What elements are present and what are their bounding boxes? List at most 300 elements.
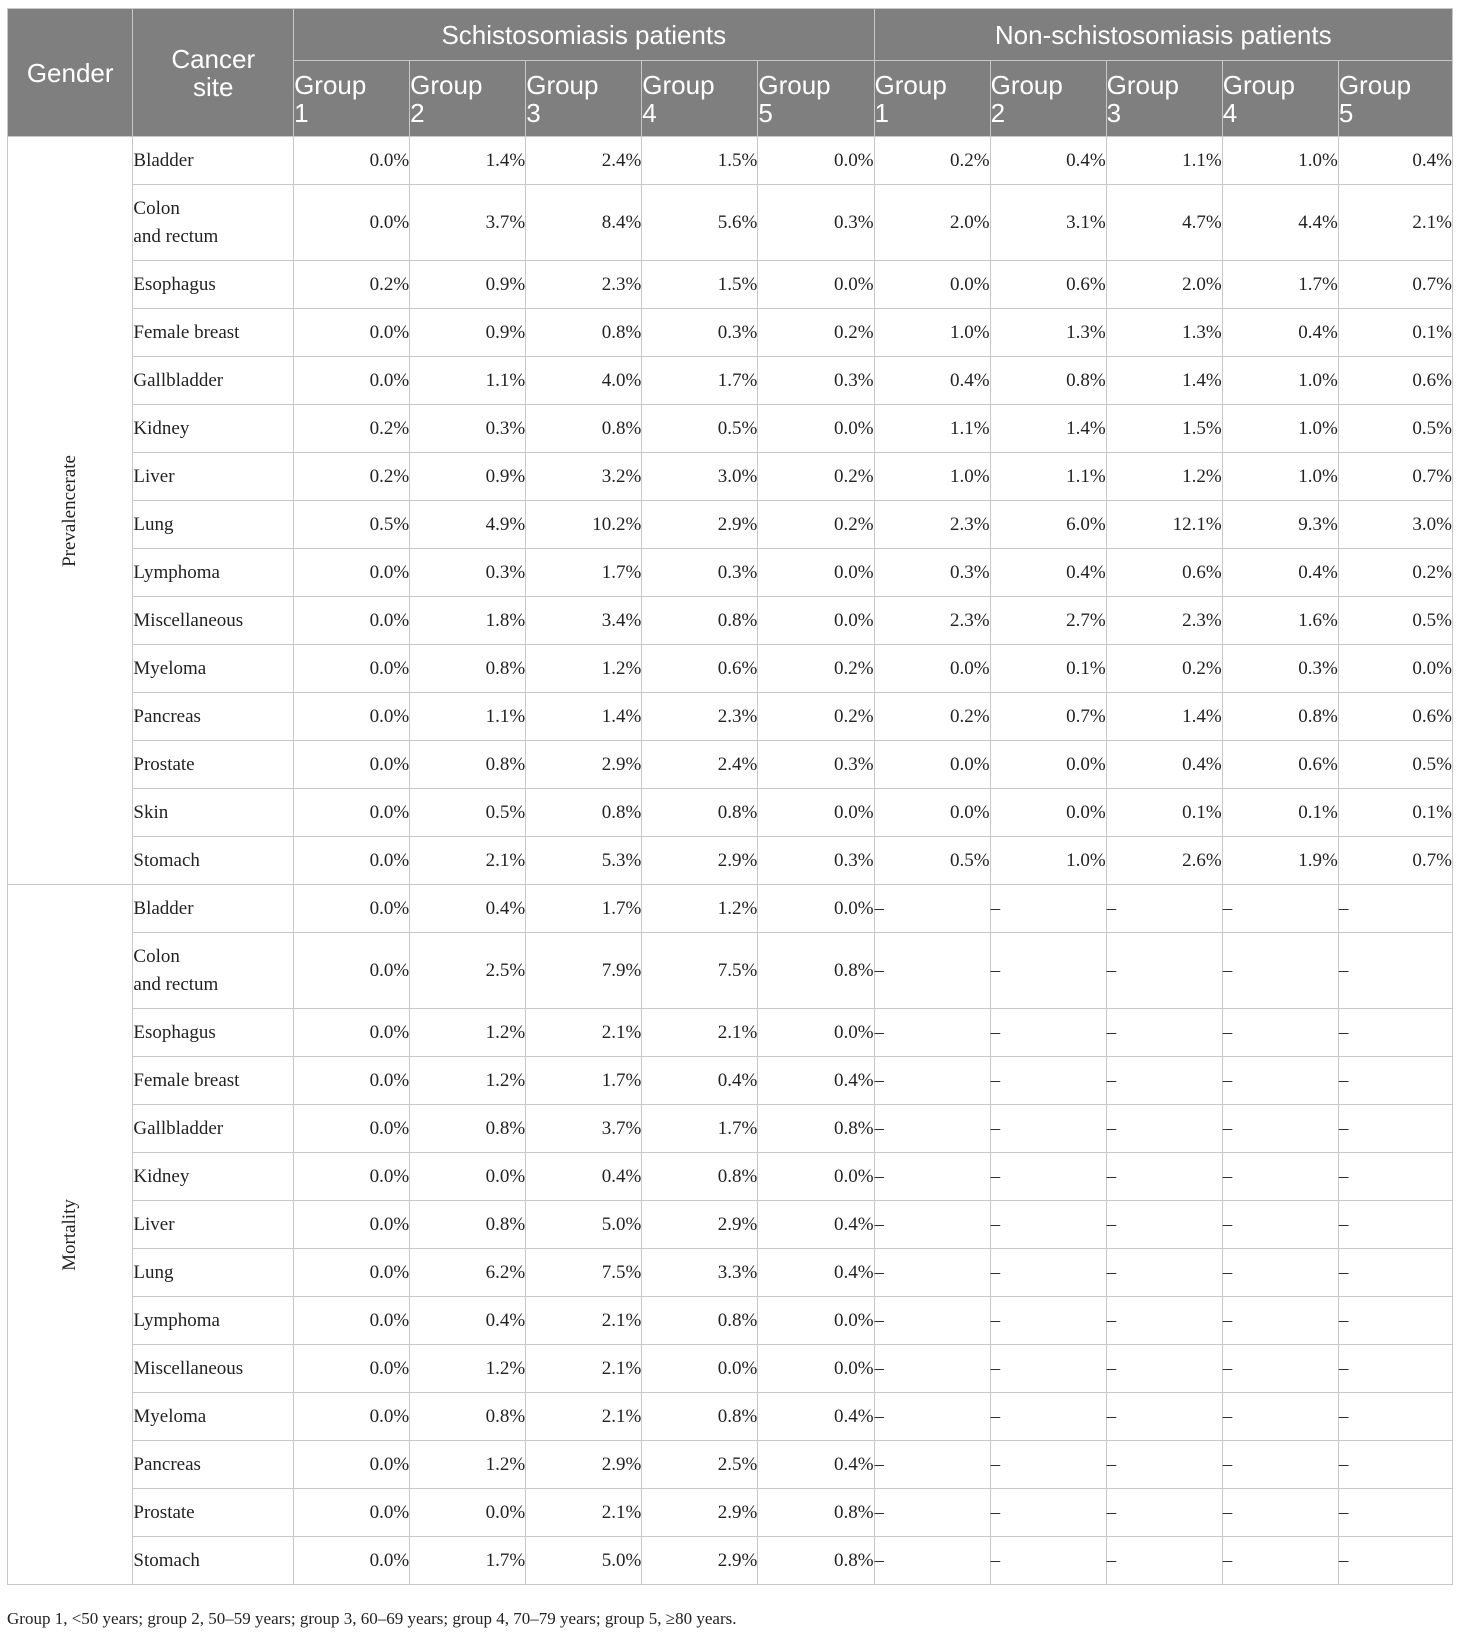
- non-schisto-value-cell: 0.7%: [1338, 837, 1452, 885]
- non-schisto-value-cell: –: [874, 1441, 990, 1489]
- schisto-value-cell: 6.2%: [410, 1249, 526, 1297]
- non-schisto-value-cell: 0.2%: [1106, 645, 1222, 693]
- schisto-value-cell: 0.0%: [294, 1201, 410, 1249]
- schisto-value-cell: 2.1%: [526, 1393, 642, 1441]
- non-schisto-value-cell: –: [1222, 1441, 1338, 1489]
- cancer-site-line: Colon: [133, 945, 180, 967]
- schisto-value-cell: 0.0%: [294, 1393, 410, 1441]
- non-schisto-value-cell: –: [1106, 1345, 1222, 1393]
- non-schisto-value-cell: 2.1%: [1338, 185, 1452, 261]
- non-schisto-value-cell: 0.0%: [1338, 645, 1452, 693]
- schisto-value-cell: 0.8%: [758, 933, 874, 1009]
- non-schisto-value-cell: –: [874, 1393, 990, 1441]
- cancer-site-cell: Miscellaneous: [133, 1345, 294, 1393]
- cancer-rate-table: [7, 8, 1453, 1585]
- non-schisto-value-cell: 0.4%: [1338, 137, 1452, 185]
- schisto-value-cell: 0.5%: [410, 789, 526, 837]
- non-schisto-value-cell: –: [1222, 1201, 1338, 1249]
- schisto-value-cell: 1.2%: [410, 1009, 526, 1057]
- schisto-value-cell: 0.3%: [758, 741, 874, 789]
- non-schisto-value-cell: 1.3%: [1106, 309, 1222, 357]
- schisto-value-cell: 0.3%: [642, 549, 758, 597]
- schisto-value-cell: 1.5%: [642, 137, 758, 185]
- schisto-value-cell: 0.3%: [758, 837, 874, 885]
- cancer-site-line: and rectum: [133, 225, 219, 247]
- schisto-value-cell: 0.0%: [758, 1009, 874, 1057]
- schisto-value-cell: 3.3%: [642, 1249, 758, 1297]
- non-schisto-value-cell: –: [1106, 1153, 1222, 1201]
- schisto-value-cell: 0.0%: [294, 1105, 410, 1153]
- table-row: [8, 453, 1453, 501]
- table-row: [8, 1393, 1453, 1441]
- table-row: [8, 789, 1453, 837]
- table-row: [8, 1009, 1453, 1057]
- schisto-value-cell: 0.8%: [410, 1201, 526, 1249]
- non-schisto-value-cell: –: [990, 885, 1106, 933]
- schisto-value-cell: 3.2%: [526, 453, 642, 501]
- schisto-value-cell: 8.4%: [526, 185, 642, 261]
- non-schisto-value-cell: –: [1222, 1105, 1338, 1153]
- non-schisto-value-cell: –: [1338, 1297, 1452, 1345]
- non-schisto-value-cell: 0.2%: [874, 693, 990, 741]
- group-label: Group 5: [758, 69, 831, 128]
- schisto-value-cell: 0.4%: [758, 1057, 874, 1105]
- schisto-value-cell: 2.1%: [526, 1345, 642, 1393]
- schisto-value-cell: 4.0%: [526, 357, 642, 405]
- schisto-value-cell: 0.0%: [294, 1009, 410, 1057]
- non-schisto-value-cell: 1.1%: [990, 453, 1106, 501]
- non-schisto-value-cell: 0.7%: [990, 693, 1106, 741]
- non-schisto-value-cell: –: [990, 1249, 1106, 1297]
- schisto-value-cell: 0.0%: [294, 1297, 410, 1345]
- schisto-group-1-header: [294, 61, 410, 137]
- non-schisto-value-cell: 0.0%: [874, 741, 990, 789]
- schisto-value-cell: 0.4%: [642, 1057, 758, 1105]
- schisto-value-cell: 0.8%: [758, 1489, 874, 1537]
- schisto-value-cell: 0.2%: [758, 453, 874, 501]
- table-row: [8, 597, 1453, 645]
- schisto-value-cell: 0.8%: [410, 645, 526, 693]
- schisto-value-cell: 2.1%: [526, 1489, 642, 1537]
- schisto-value-cell: 2.9%: [642, 837, 758, 885]
- table-row: [8, 501, 1453, 549]
- non-schisto-value-cell: 1.0%: [1222, 357, 1338, 405]
- cancer-site-cell: Gallbladder: [133, 357, 294, 405]
- non-schisto-value-cell: 0.0%: [874, 645, 990, 693]
- schisto-value-cell: 7.5%: [526, 1249, 642, 1297]
- non-schisto-value-cell: 0.0%: [990, 789, 1106, 837]
- group-label: Group 3: [526, 69, 599, 128]
- non-schisto-value-cell: –: [1338, 1009, 1452, 1057]
- schisto-value-cell: 0.3%: [758, 357, 874, 405]
- non-schisto-value-cell: –: [1222, 1249, 1338, 1297]
- schisto-value-cell: 0.8%: [642, 597, 758, 645]
- non-schisto-value-cell: 0.3%: [874, 549, 990, 597]
- schisto-value-cell: 0.0%: [294, 549, 410, 597]
- non-schisto-value-cell: –: [1338, 885, 1452, 933]
- group-label: Group 4: [642, 69, 715, 128]
- non-schisto-value-cell: –: [1338, 1393, 1452, 1441]
- non-schisto-value-cell: 0.1%: [1222, 789, 1338, 837]
- schisto-value-cell: 0.0%: [294, 789, 410, 837]
- schisto-value-cell: 0.4%: [758, 1201, 874, 1249]
- schisto-value-cell: 0.2%: [758, 309, 874, 357]
- non-schisto-value-cell: –: [1222, 1537, 1338, 1585]
- cancer-site-cell: Kidney: [133, 1153, 294, 1201]
- cancer-site-cell: Miscellaneous: [133, 597, 294, 645]
- schisto-value-cell: 1.2%: [410, 1057, 526, 1105]
- schisto-value-cell: 0.0%: [294, 309, 410, 357]
- schisto-value-cell: 7.9%: [526, 933, 642, 1009]
- schisto-value-cell: 1.7%: [410, 1537, 526, 1585]
- non-schisto-value-cell: 0.8%: [990, 357, 1106, 405]
- non-schisto-value-cell: 1.0%: [1222, 453, 1338, 501]
- non-schisto-value-cell: 12.1%: [1106, 501, 1222, 549]
- non-schisto-value-cell: 1.0%: [990, 837, 1106, 885]
- schisto-value-cell: 0.0%: [294, 1249, 410, 1297]
- non-schisto-value-cell: –: [1338, 1057, 1452, 1105]
- non-schisto-value-cell: 0.4%: [1222, 549, 1338, 597]
- schisto-value-cell: 4.9%: [410, 501, 526, 549]
- non-schisto-value-cell: –: [990, 1297, 1106, 1345]
- non-schisto-value-cell: –: [1106, 933, 1222, 1009]
- non-schisto-value-cell: –: [990, 1201, 1106, 1249]
- non-schisto-value-cell: –: [990, 1537, 1106, 1585]
- non-schisto-value-cell: –: [874, 1105, 990, 1153]
- table-row: [8, 885, 1453, 933]
- non-schisto-value-cell: 1.0%: [874, 453, 990, 501]
- non-schisto-value-cell: –: [874, 885, 990, 933]
- non-schisto-value-cell: 0.6%: [990, 261, 1106, 309]
- schisto-value-cell: 0.2%: [294, 261, 410, 309]
- non-schisto-value-cell: 0.8%: [1222, 693, 1338, 741]
- schisto-value-cell: 5.6%: [642, 185, 758, 261]
- cancer-site-cell: [133, 933, 294, 1009]
- schisto-value-cell: 0.8%: [758, 1105, 874, 1153]
- cancer-site-cell: Myeloma: [133, 645, 294, 693]
- non-schisto-value-cell: –: [1338, 1249, 1452, 1297]
- schisto-value-cell: 0.8%: [526, 789, 642, 837]
- non-schisto-value-cell: –: [1222, 1057, 1338, 1105]
- schisto-value-cell: 10.2%: [526, 501, 642, 549]
- schisto-value-cell: 0.3%: [410, 549, 526, 597]
- schisto-value-cell: 1.2%: [410, 1345, 526, 1393]
- schisto-value-cell: 2.1%: [410, 837, 526, 885]
- group-label: Group 5: [1338, 69, 1412, 128]
- non-schisto-value-cell: 1.6%: [1222, 597, 1338, 645]
- schisto-value-cell: 0.0%: [294, 1057, 410, 1105]
- schisto-value-cell: 2.1%: [526, 1009, 642, 1057]
- non-schisto-value-cell: –: [874, 1153, 990, 1201]
- non-schisto-value-cell: 1.0%: [874, 309, 990, 357]
- schisto-value-cell: 0.0%: [758, 261, 874, 309]
- schisto-value-cell: 0.3%: [642, 309, 758, 357]
- non-schisto-value-cell: –: [874, 1249, 990, 1297]
- schisto-value-cell: 0.6%: [642, 645, 758, 693]
- non-schisto-value-cell: –: [874, 1297, 990, 1345]
- non-schisto-value-cell: 1.9%: [1222, 837, 1338, 885]
- table-row: [8, 1441, 1453, 1489]
- schisto-value-cell: 0.4%: [526, 1153, 642, 1201]
- schisto-value-cell: 2.1%: [526, 1297, 642, 1345]
- non-schisto-value-cell: –: [1338, 1201, 1452, 1249]
- cancer-site-header: [133, 9, 294, 137]
- schisto-value-cell: 1.2%: [410, 1441, 526, 1489]
- cancer-site-cell: Stomach: [133, 837, 294, 885]
- non-schisto-value-cell: 1.4%: [1106, 693, 1222, 741]
- non-schisto-value-cell: –: [990, 1489, 1106, 1537]
- non-schisto-value-cell: –: [1222, 1393, 1338, 1441]
- cancer-site-cell: Gallbladder: [133, 1105, 294, 1153]
- non-schisto-value-cell: –: [1338, 1345, 1452, 1393]
- schisto-value-cell: 1.4%: [410, 137, 526, 185]
- schisto-value-cell: 5.0%: [526, 1201, 642, 1249]
- schisto-value-cell: 2.5%: [642, 1441, 758, 1489]
- non-schisto-value-cell: –: [1106, 1297, 1222, 1345]
- non-schisto-value-cell: –: [874, 933, 990, 1009]
- group-label: Group 2: [990, 69, 1063, 128]
- non-schisto-value-cell: –: [990, 1105, 1106, 1153]
- schisto-value-cell: 0.8%: [642, 1393, 758, 1441]
- cancer-site-cell: Liver: [133, 453, 294, 501]
- schisto-value-cell: 1.2%: [642, 885, 758, 933]
- schisto-value-cell: 0.4%: [758, 1441, 874, 1489]
- schisto-value-cell: 2.5%: [410, 933, 526, 1009]
- non-schisto-value-cell: –: [1222, 1009, 1338, 1057]
- non-schisto-value-cell: –: [874, 1345, 990, 1393]
- non-schisto-value-cell: 0.5%: [1338, 741, 1452, 789]
- cancer-site-cell: Esophagus: [133, 1009, 294, 1057]
- schisto-value-cell: 2.9%: [642, 1537, 758, 1585]
- schisto-value-cell: 0.0%: [294, 885, 410, 933]
- schisto-value-cell: 0.9%: [410, 261, 526, 309]
- schisto-value-cell: 0.0%: [294, 1345, 410, 1393]
- schisto-value-cell: 0.8%: [642, 1297, 758, 1345]
- schisto-value-cell: 0.0%: [294, 1441, 410, 1489]
- non-schisto-value-cell: –: [1338, 1153, 1452, 1201]
- table-row: [8, 309, 1453, 357]
- group-label: Group 3: [1106, 69, 1179, 128]
- non-schisto-value-cell: 0.1%: [990, 645, 1106, 693]
- schisto-value-cell: 3.7%: [526, 1105, 642, 1153]
- non-schisto-value-cell: –: [990, 1345, 1106, 1393]
- cancer-site-cell: Prostate: [133, 741, 294, 789]
- schisto-value-cell: 0.0%: [294, 1489, 410, 1537]
- non-schisto-value-cell: –: [990, 933, 1106, 1009]
- non-schisto-value-cell: –: [1338, 1489, 1452, 1537]
- section-label-cell: [8, 137, 133, 885]
- schisto-value-cell: 0.8%: [642, 1153, 758, 1201]
- table-row: [8, 1537, 1453, 1585]
- cancer-site-cell: Liver: [133, 1201, 294, 1249]
- non-schisto-value-cell: 0.1%: [1338, 789, 1452, 837]
- non-schisto-value-cell: –: [874, 1537, 990, 1585]
- non-schisto-value-cell: 4.7%: [1106, 185, 1222, 261]
- non-schisto-value-cell: –: [990, 1009, 1106, 1057]
- cancer-site-cell: Lung: [133, 1249, 294, 1297]
- schisto-value-cell: 2.9%: [526, 1441, 642, 1489]
- cancer-site-cell: Bladder: [133, 137, 294, 185]
- schisto-value-cell: 0.0%: [294, 357, 410, 405]
- group-label: Group 1: [294, 69, 367, 128]
- schisto-group-4-header: [642, 61, 758, 137]
- schisto-value-cell: 1.5%: [642, 261, 758, 309]
- non-schisto-value-cell: 0.4%: [990, 549, 1106, 597]
- non-schisto-value-cell: 3.0%: [1338, 501, 1452, 549]
- schisto-value-cell: 0.0%: [758, 549, 874, 597]
- non-schisto-value-cell: –: [1222, 933, 1338, 1009]
- non-schisto-group-3-header: [1106, 61, 1222, 137]
- schisto-group-3-header: [526, 61, 642, 137]
- schisto-group-header: Schistosomiasis patients: [294, 9, 874, 61]
- schisto-value-cell: 2.3%: [642, 693, 758, 741]
- schisto-value-cell: 0.4%: [410, 1297, 526, 1345]
- non-schisto-value-cell: 2.3%: [874, 501, 990, 549]
- schisto-value-cell: 0.8%: [410, 1105, 526, 1153]
- cancer-site-cell: Bladder: [133, 885, 294, 933]
- non-schisto-value-cell: 0.0%: [990, 741, 1106, 789]
- schisto-value-cell: 1.8%: [410, 597, 526, 645]
- schisto-group-5-header: [758, 61, 874, 137]
- schisto-value-cell: 0.0%: [758, 137, 874, 185]
- table-row: [8, 405, 1453, 453]
- non-schisto-value-cell: 1.1%: [1106, 137, 1222, 185]
- table-row: [8, 645, 1453, 693]
- cancer-site-cell: Myeloma: [133, 1393, 294, 1441]
- non-schisto-value-cell: –: [1106, 1537, 1222, 1585]
- non-schisto-value-cell: –: [874, 1489, 990, 1537]
- non-schisto-value-cell: 0.6%: [1106, 549, 1222, 597]
- table-row: [8, 1297, 1453, 1345]
- schisto-value-cell: 2.3%: [526, 261, 642, 309]
- cancer-site-cell: [133, 185, 294, 261]
- schisto-value-cell: 0.2%: [758, 501, 874, 549]
- table-row: [8, 933, 1453, 1009]
- non-schisto-value-cell: 0.6%: [1338, 357, 1452, 405]
- schisto-value-cell: 2.9%: [526, 741, 642, 789]
- non-schisto-value-cell: 0.5%: [1338, 405, 1452, 453]
- schisto-value-cell: 0.8%: [526, 309, 642, 357]
- schisto-value-cell: 0.8%: [642, 789, 758, 837]
- non-schisto-value-cell: 6.0%: [990, 501, 1106, 549]
- table-row: [8, 357, 1453, 405]
- schisto-group-2-header: [410, 61, 526, 137]
- schisto-value-cell: 5.3%: [526, 837, 642, 885]
- schisto-value-cell: 2.9%: [642, 1201, 758, 1249]
- non-schisto-value-cell: 0.3%: [1222, 645, 1338, 693]
- schisto-value-cell: 0.2%: [758, 645, 874, 693]
- non-schisto-value-cell: 1.0%: [1222, 137, 1338, 185]
- non-schisto-value-cell: –: [990, 1393, 1106, 1441]
- schisto-value-cell: 1.7%: [642, 357, 758, 405]
- schisto-value-cell: 0.0%: [758, 789, 874, 837]
- non-schisto-value-cell: 0.1%: [1106, 789, 1222, 837]
- schisto-value-cell: 0.0%: [410, 1153, 526, 1201]
- schisto-value-cell: 0.3%: [758, 185, 874, 261]
- section-label: Mortality: [59, 1198, 81, 1271]
- schisto-value-cell: 0.0%: [758, 1153, 874, 1201]
- non-schisto-value-cell: 0.0%: [874, 261, 990, 309]
- table-row: [8, 741, 1453, 789]
- section-label-cell: [8, 885, 133, 1585]
- non-schisto-value-cell: –: [1106, 1249, 1222, 1297]
- schisto-value-cell: 2.1%: [642, 1009, 758, 1057]
- non-schisto-value-cell: –: [1338, 1537, 1452, 1585]
- non-schisto-group-5-header: [1338, 61, 1452, 137]
- table-row: [8, 137, 1453, 185]
- table-row: [8, 1345, 1453, 1393]
- schisto-value-cell: 0.5%: [642, 405, 758, 453]
- cancer-site-cell: Lymphoma: [133, 549, 294, 597]
- cancer-site-cell: Pancreas: [133, 1441, 294, 1489]
- schisto-value-cell: 0.9%: [410, 453, 526, 501]
- schisto-value-cell: 0.2%: [758, 693, 874, 741]
- non-schisto-value-cell: –: [1106, 1105, 1222, 1153]
- schisto-value-cell: 0.0%: [294, 185, 410, 261]
- schisto-value-cell: 0.0%: [294, 1537, 410, 1585]
- cancer-site-line: Colon: [133, 197, 180, 219]
- schisto-value-cell: 0.5%: [294, 501, 410, 549]
- non-schisto-value-cell: 0.6%: [1338, 693, 1452, 741]
- schisto-value-cell: 1.7%: [526, 885, 642, 933]
- non-schisto-value-cell: –: [990, 1441, 1106, 1489]
- schisto-value-cell: 2.4%: [642, 741, 758, 789]
- non-schisto-value-cell: –: [1106, 1393, 1222, 1441]
- non-schisto-value-cell: 1.3%: [990, 309, 1106, 357]
- cancer-site-cell: Female breast: [133, 1057, 294, 1105]
- non-schisto-value-cell: –: [1106, 1009, 1222, 1057]
- cancer-site-cell: Skin: [133, 789, 294, 837]
- non-schisto-value-cell: 1.7%: [1222, 261, 1338, 309]
- cancer-site-cell: Stomach: [133, 1537, 294, 1585]
- non-schisto-value-cell: 1.4%: [990, 405, 1106, 453]
- non-schisto-value-cell: 0.5%: [1338, 597, 1452, 645]
- schisto-value-cell: 0.0%: [294, 693, 410, 741]
- schisto-value-cell: 3.0%: [642, 453, 758, 501]
- schisto-value-cell: 0.0%: [758, 405, 874, 453]
- schisto-value-cell: 1.7%: [642, 1105, 758, 1153]
- cancer-site-line: and rectum: [133, 973, 219, 995]
- schisto-value-cell: 0.0%: [294, 137, 410, 185]
- schisto-value-cell: 0.0%: [642, 1345, 758, 1393]
- schisto-value-cell: 2.9%: [642, 1489, 758, 1537]
- non-schisto-value-cell: 0.4%: [1222, 309, 1338, 357]
- non-schisto-group-1-header: [874, 61, 990, 137]
- table-row: [8, 1489, 1453, 1537]
- schisto-value-cell: 2.4%: [526, 137, 642, 185]
- non-schisto-value-cell: 0.2%: [1338, 549, 1452, 597]
- schisto-value-cell: 0.4%: [758, 1249, 874, 1297]
- non-schisto-value-cell: –: [1222, 1489, 1338, 1537]
- schisto-value-cell: 0.4%: [758, 1393, 874, 1441]
- cancer-site-cell: Female breast: [133, 309, 294, 357]
- table-body: [8, 137, 1453, 1585]
- section-label: Prevalencerate: [59, 454, 81, 567]
- cancer-site-cell: Pancreas: [133, 693, 294, 741]
- non-schisto-value-cell: –: [1106, 1201, 1222, 1249]
- schisto-value-cell: 0.0%: [294, 645, 410, 693]
- non-schisto-value-cell: –: [874, 1057, 990, 1105]
- non-schisto-value-cell: 4.4%: [1222, 185, 1338, 261]
- non-schisto-value-cell: –: [874, 1009, 990, 1057]
- schisto-value-cell: 1.7%: [526, 1057, 642, 1105]
- non-schisto-value-cell: 0.4%: [1106, 741, 1222, 789]
- schisto-value-cell: 7.5%: [642, 933, 758, 1009]
- non-schisto-value-cell: 0.4%: [990, 137, 1106, 185]
- non-schisto-value-cell: 9.3%: [1222, 501, 1338, 549]
- non-schisto-value-cell: –: [1106, 1489, 1222, 1537]
- gender-header: Gender: [8, 9, 133, 137]
